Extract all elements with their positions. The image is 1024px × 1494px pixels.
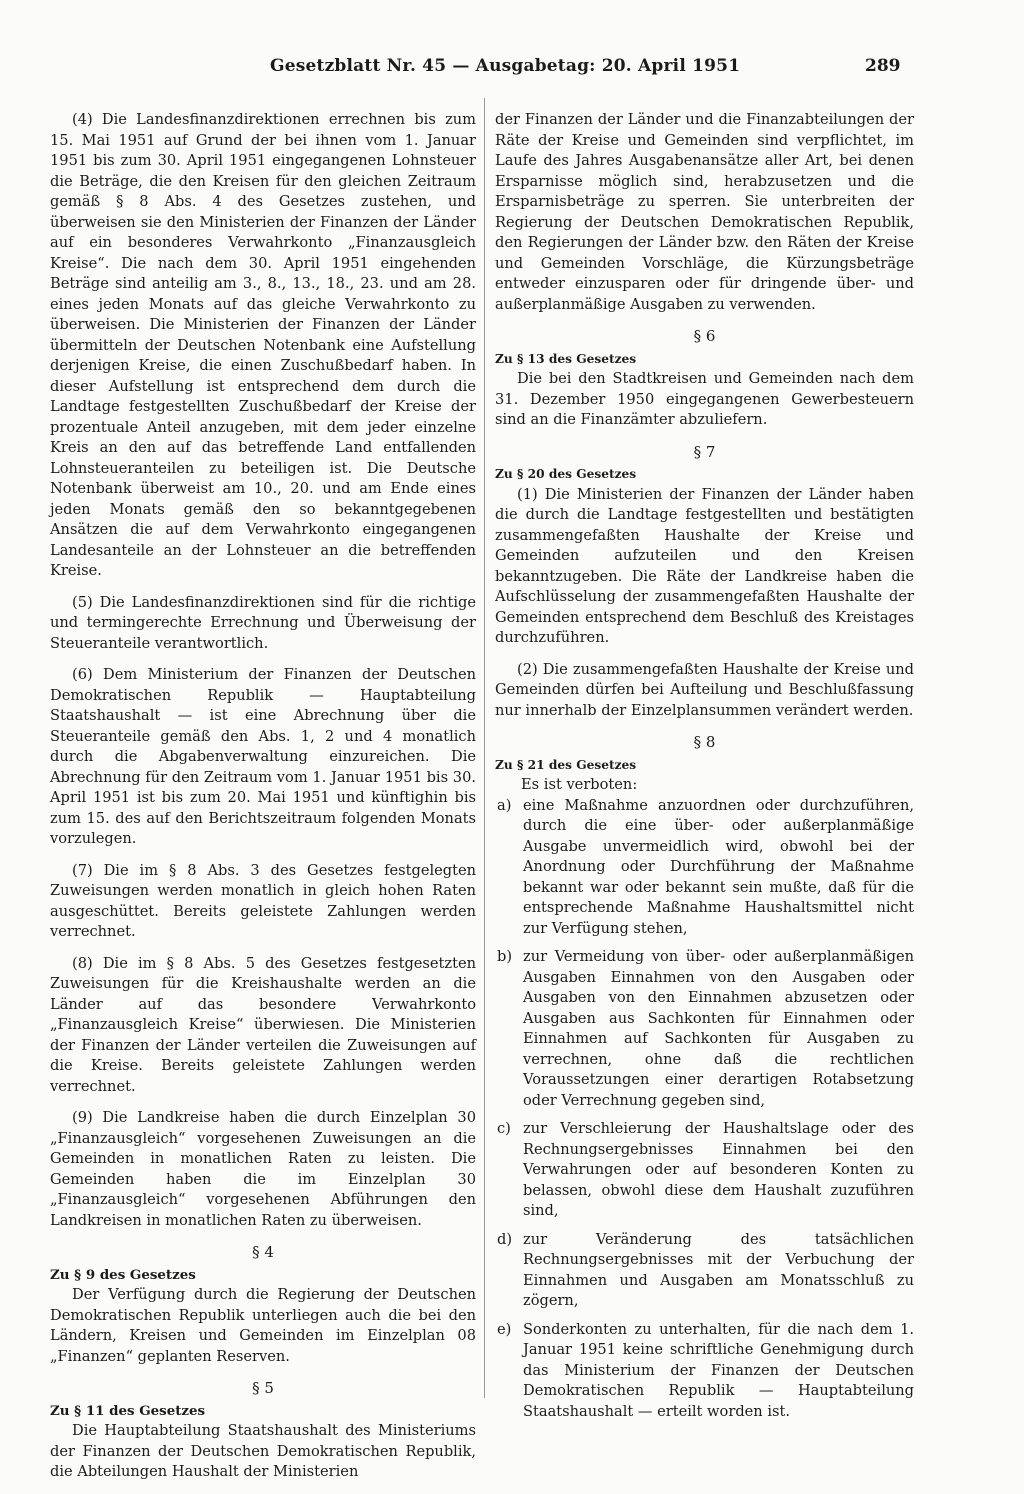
section-5-heading: § 5 — [252, 1379, 274, 1397]
section-7-heading: § 7 — [693, 442, 716, 461]
list-marker: a) — [497, 796, 512, 814]
paragraph-5: (5) Die Landesfinanzdirektionen sind für die richtige und termingerechte Errechnung und Überweisung der Steueranteile verantwortlich. — [50, 593, 476, 652]
section-8-heading: § 8 — [693, 733, 716, 751]
column-divider — [484, 98, 485, 1398]
section-6-text: Die bei den Stadtkreisen und Gemeinden nach dem 31. Dezember 1950 eingegangenen Gewerbesteuern sind an die Finanzämter abzuliefern. — [495, 370, 914, 428]
section-8-intro: Es ist verboten: — [521, 776, 638, 793]
section-6-heading: § 6 — [693, 327, 716, 345]
section-7-paragraph-1: (1) Die Ministerien der Finanzen der Länder haben die durch die Landtage festgestellten und bestätigten zusammengefaßten Haushalte der Kreise und Gemeinden aufzuteilen und den Kreisen bekanntzugeben. Die Räte der Landkreise haben die Aufschlüsselung der zusammengefaßten Haushalte der Gemeinden entsprechend dem Beschluß des Kreistages durchzuführen. — [495, 485, 914, 646]
paragraph-7: (7) Die im § 8 Abs. 3 des Gesetzes festgelegten Zuweisungen werden monatlich in gleich hohen Raten ausgeschüttet. Bereits geleistete Zahlungen werden verrechnet. — [50, 861, 476, 940]
section-4-text: Der Verfügung durch die Regierung der Deutschen Demokratischen Republik unterliegen auch die bei den Ländern, Kreisen und Gemeinden im Einzelplan 08 „Finanzen“ geplanten Reserven. — [50, 1286, 476, 1365]
list-marker: c) — [497, 1120, 511, 1137]
paragraph-6: (6) Dem Ministerium der Finanzen der Deutschen Demokratischen Republik — Hauptabteilung Staatshaushalt — ist eine Abrechnung über die Steueranteile gemäß den Abs. 1, 2 und 4 monatlich durch die Abgabenverwaltung einzureichen. Die Abrechnung für den Zeitraum vom 1. Januar 1951 bis 30. April 1951 ist bis zum 20. Mai 1951 und künftighin bis zum 15. des auf den Berichtszeitraum folgenden Monats vorzulegen. — [50, 666, 476, 847]
list-item-text: Sonderkonten zu unterhalten, für die nach dem 1. Januar 1951 keine schriftliche Genehmigung durch das Ministerium der Finanzen der Deutschen Demokratischen Republik — Hauptabteilung Staatshaushalt — erteilt worden ist. — [523, 1320, 914, 1420]
list-item — [495, 1119, 914, 1222]
list-item — [495, 1320, 914, 1423]
list-item — [495, 947, 914, 1111]
paragraph-8: (8) Die im § 8 Abs. 5 des Gesetzes festgesetzten Zuweisungen für die Kreishaushalte werden an die Länder auf das besondere Verwahrkonto „Finanzausgleich Kreise“ überwiesen. Die Ministerien der Finanzen der Länder verteilen die Zuweisungen auf die Kreise. Bereits geleistete Zahlungen werden verrechnet. — [50, 954, 476, 1095]
continued-paragraph: der Finanzen der Länder und die Finanzabteilungen der Räte der Kreise und Gemeinden sind verpflichtet, im Laufe des Jahres Ausgabenansätze aller Art, bei denen Ersparnisse möglich sind, herabzusetzen und die Ersparnisbeträge zu sperren. Sie unterbreiten der Regierung der Deutschen Demokratischen Republik, den Regierungen der Länder bzw. den Räten der Kreise und Gemeinden Vorschläge, die Kürzungsbeträge entweder einzusparen oder für dringende über- und außerplanmäßige Ausgaben zu verwenden. — [495, 111, 914, 313]
list-item-text: zur Verschleierung der Haushaltslage oder des Rechnungsergebnisses Einnahmen bei den Verwahrungen oder auf besonderen Konten zu belassen, obwohl diese dem Haushalt zuzuführen sind, — [523, 1120, 914, 1219]
section-6-reference: Zu § 13 des Gesetzes — [495, 351, 637, 366]
section-5-text: Die Hauptabteilung Staatshaushalt des Ministeriums der Finanzen der Deutschen Demokratischen Republik, die Abteilungen Haushalt der Ministerien — [50, 1422, 476, 1480]
running-title: Gesetzblatt Nr. 45 — Ausgabetag: 20. April 1951 — [270, 56, 741, 76]
list-marker: d) — [497, 1230, 513, 1248]
list-marker: e) — [497, 1320, 512, 1338]
list-item-text: zur Vermeidung von über- oder außerplanmäßigen Ausgaben Einnahmen von den Ausgaben oder Ausgaben von den Einnahmen abzusetzen oder Ausgaben aus Sachkonten für Einnahmen oder Einnahmen auf Sachkonten für Ausgaben zu verrechnen, ohne daß die rechtlichen Voraussetzungen einer derartigen Rotabsetzung oder Verrechnung gegeben sind, — [523, 948, 914, 1109]
left-column — [50, 110, 476, 1494]
list-item-text: zur Veränderung des tatsächlichen Rechnungsergebnisses mit der Verbuchung der Einnahmen und Ausgaben am Monatsschluß zu zögern, — [523, 1230, 914, 1309]
paragraph-4: (4) Die Landesfinanzdirektionen errechnen bis zum 15. Mai 1951 auf Grund der bei ihnen vom 1. Januar 1951 bis zum 30. April 1951 eingegangenen Lohnsteuer die Beträge, die den Kreisen für den gleichen Zeitraum gemäß § 8 Abs. 4 des Gesetzes zustehen, und überweisen sie den Ministerien der Finanzen der Länder auf ein besonderes Verwahrkonto „Finanzausgleich Kreise“. Die nach dem 30. April 1951 eingehenden Beträge sind anteilig am 3., 8., 13., 18., 23. und am 28. eines jeden Monats auf das gleiche Verwahrkonto zu überweisen. Die Ministerien der Finanzen der Länder übermitteln der Deutschen Notenbank eine Aufstellung derjenigen Kreise, die einen Zuschußbedarf haben. In dieser Aufstellung ist entsprechend dem durch die Landtage festgestellten Zuschußbedarf der Kreise der prozentuale Anteil anzugeben, mit dem jeder einzelne Kreis an den auf das betreffende Land entfallenden Lohnsteueranteilen zu beteiligen ist. Die Deutsche Notenbank überweist am 10., 20. und am Ende eines jeden Monats gemäß den so bekanntgegebenen Ansätzen die auf dem Verwahrkonto eingegangenen Landesanteile an der Lohnsteuer an die betreffenden Kreise. — [50, 111, 476, 579]
section-7-paragraph-2: (2) Die zusammengefaßten Haushalte der Kreise und Gemeinden dürfen bei Aufteilung und Beschlußfassung nur innerhalb der Einzelplansummen verändert werden. — [495, 660, 914, 719]
section-8-reference: Zu § 21 des Gesetzes — [495, 757, 637, 772]
list-item — [495, 796, 914, 940]
section-4-reference: Zu § 9 des Gesetzes — [50, 1266, 196, 1283]
section-5-reference: Zu § 11 des Gesetzes — [50, 1402, 206, 1419]
page-header — [0, 56, 1024, 86]
section-7-reference: Zu § 20 des Gesetzes — [495, 467, 637, 481]
right-column — [495, 110, 914, 1430]
prohibition-list — [495, 796, 914, 1423]
paragraph-9: (9) Die Landkreise haben die durch Einzelplan 30 „Finanzausgleich“ vorgesehenen Zuweisungen an die Gemeinden in monatlichen Raten zu leisten. Die Gemeinden haben die im Einzelplan 30 „Finanzausgleich“ vorgesehenen Abführungen den Landkreisen in monatlichen Raten zu überweisen. — [50, 1109, 476, 1229]
list-item-text: eine Maßnahme anzuordnen oder durchzuführen, durch die eine über- oder außerplanmäßige Ausgabe unvermeidlich wird, obwohl bei der Anordnung oder Durchführung der Maßnahme bekannt war oder bekannt sein mußte, daß für die entsprechende Maßnahme Haushaltsmittel nicht zur Verfügung stehen, — [523, 796, 914, 937]
list-item — [495, 1230, 914, 1312]
section-4-heading: § 4 — [252, 1243, 274, 1261]
page-number: 289 — [865, 56, 901, 76]
list-marker: b) — [497, 948, 513, 965]
